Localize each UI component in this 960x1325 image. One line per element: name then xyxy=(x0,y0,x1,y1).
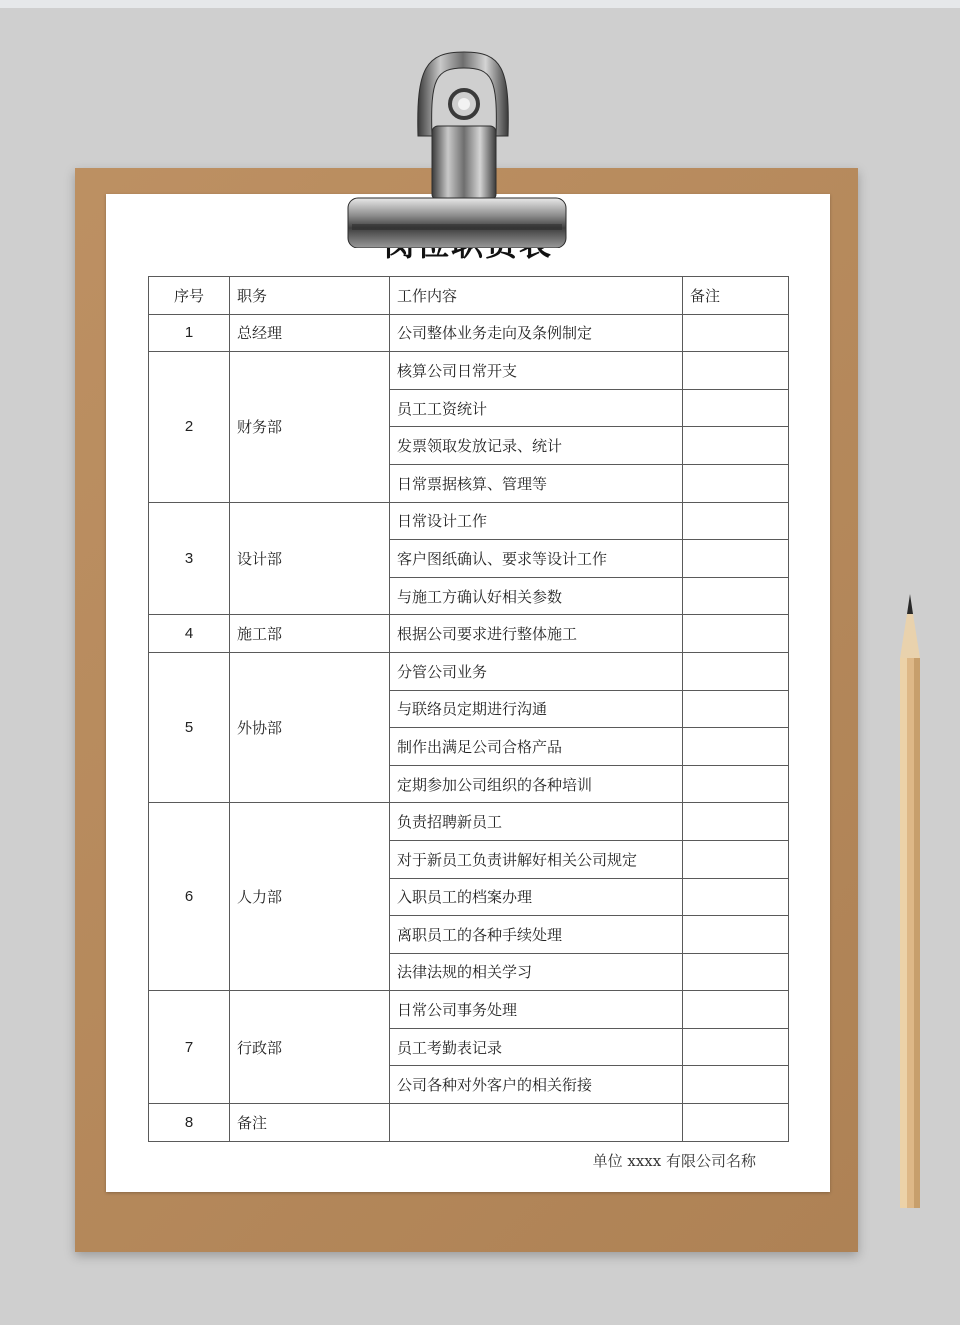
duty-cell: 客户图纸确认、要求等设计工作 xyxy=(390,540,683,578)
remark-cell xyxy=(683,840,789,878)
company-footer: 单位 xxxx 有限公司名称 xyxy=(592,1152,756,1170)
duty-cell: 与联络员定期进行沟通 xyxy=(390,690,683,728)
row-number: 3 xyxy=(149,502,230,615)
remark-cell xyxy=(683,728,789,766)
position-cell: 行政部 xyxy=(230,991,390,1104)
table-row xyxy=(149,803,789,841)
duty-cell: 对于新员工负责讲解好相关公司规定 xyxy=(390,840,683,878)
remark-cell xyxy=(683,502,789,540)
duty-cell: 离职员工的各种手续处理 xyxy=(390,916,683,954)
position-cell: 设计部 xyxy=(230,502,390,615)
duty-cell: 公司各种对外客户的相关衔接 xyxy=(390,1066,683,1104)
row-number: 2 xyxy=(149,352,230,502)
remark-cell xyxy=(683,314,789,352)
table-row xyxy=(149,352,789,390)
duty-cell xyxy=(390,1104,683,1142)
position-cell: 备注 xyxy=(230,1104,390,1142)
header-position: 职务 xyxy=(230,277,390,315)
duty-cell: 日常票据核算、管理等 xyxy=(390,464,683,502)
row-number: 1 xyxy=(149,314,230,352)
remark-cell xyxy=(683,1066,789,1104)
position-cell: 外协部 xyxy=(230,652,390,802)
duty-cell: 定期参加公司组织的各种培训 xyxy=(390,765,683,803)
duty-cell: 根据公司要求进行整体施工 xyxy=(390,615,683,653)
row-number: 4 xyxy=(149,615,230,653)
position-cell: 施工部 xyxy=(230,615,390,653)
duty-cell: 法律法规的相关学习 xyxy=(390,953,683,991)
table-row xyxy=(149,502,789,540)
duty-cell: 日常设计工作 xyxy=(390,502,683,540)
remark-cell xyxy=(683,1104,789,1142)
row-number: 5 xyxy=(149,652,230,802)
remark-cell xyxy=(683,991,789,1029)
remark-cell xyxy=(683,427,789,465)
duty-cell: 核算公司日常开支 xyxy=(390,352,683,390)
remark-cell xyxy=(683,916,789,954)
position-cell: 人力部 xyxy=(230,803,390,991)
duty-cell: 员工考勤表记录 xyxy=(390,1028,683,1066)
duty-cell: 公司整体业务走向及条例制定 xyxy=(390,314,683,352)
duty-cell: 负责招聘新员工 xyxy=(390,803,683,841)
duty-cell: 制作出满足公司合格产品 xyxy=(390,728,683,766)
table-row xyxy=(149,991,789,1029)
header-remark: 备注 xyxy=(683,277,789,315)
remark-cell xyxy=(683,803,789,841)
row-number: 6 xyxy=(149,803,230,991)
remark-cell xyxy=(683,389,789,427)
remark-cell xyxy=(683,577,789,615)
table-header-row xyxy=(149,277,789,315)
row-number: 7 xyxy=(149,991,230,1104)
position-cell: 财务部 xyxy=(230,352,390,502)
table-row xyxy=(149,1104,789,1142)
remark-cell xyxy=(683,953,789,991)
position-cell: 总经理 xyxy=(230,314,390,352)
duty-cell: 员工工资统计 xyxy=(390,389,683,427)
remark-cell xyxy=(683,765,789,803)
pencil-icon xyxy=(894,592,926,1208)
remark-cell xyxy=(683,690,789,728)
remark-cell xyxy=(683,615,789,653)
duty-table xyxy=(148,276,789,1142)
top-strip xyxy=(0,0,960,8)
row-number: 8 xyxy=(149,1104,230,1142)
header-no: 序号 xyxy=(149,277,230,315)
remark-cell xyxy=(683,652,789,690)
duty-cell: 日常公司事务处理 xyxy=(390,991,683,1029)
binder-clip-icon xyxy=(346,48,568,248)
duty-cell: 分管公司业务 xyxy=(390,652,683,690)
duty-table-body xyxy=(149,314,789,1141)
header-duty: 工作内容 xyxy=(390,277,683,315)
duty-cell: 与施工方确认好相关参数 xyxy=(390,577,683,615)
remark-cell xyxy=(683,1028,789,1066)
remark-cell xyxy=(683,878,789,916)
duty-cell: 入职员工的档案办理 xyxy=(390,878,683,916)
duty-cell: 发票领取发放记录、统计 xyxy=(390,427,683,465)
table-row xyxy=(149,314,789,352)
remark-cell xyxy=(683,352,789,390)
remark-cell xyxy=(683,540,789,578)
remark-cell xyxy=(683,464,789,502)
table-row xyxy=(149,652,789,690)
table-row xyxy=(149,615,789,653)
